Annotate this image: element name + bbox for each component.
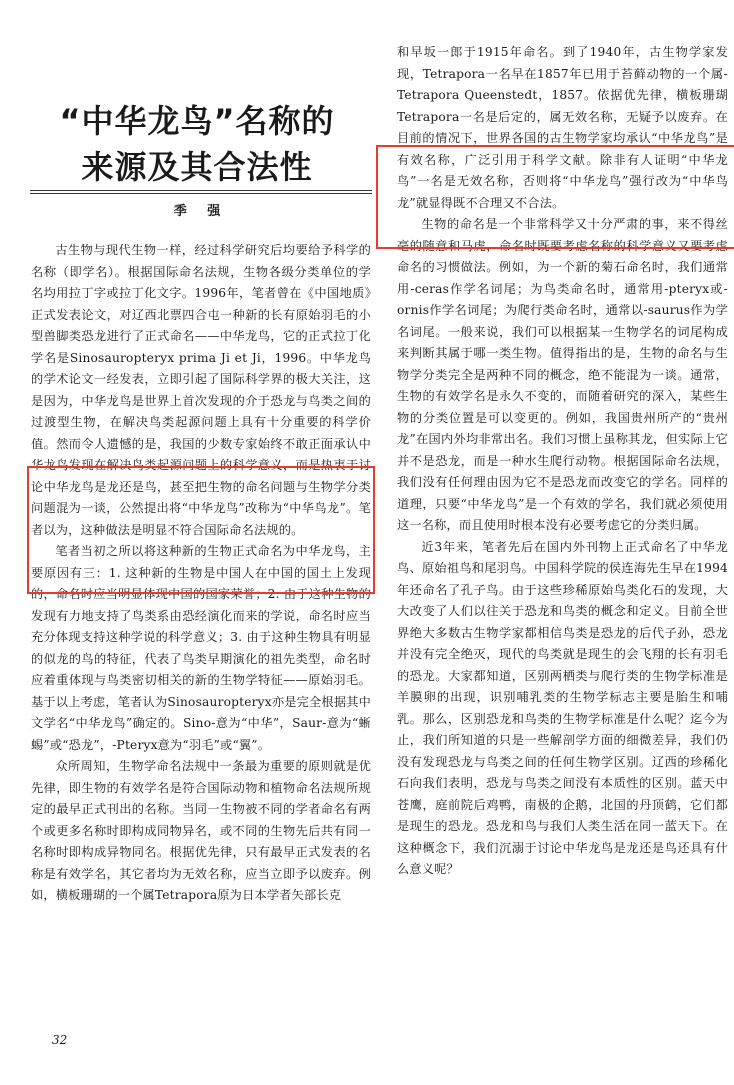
right-paragraph-3: 近3年来，笔者先后在国内外刊物上正式命名了中华龙鸟、原始祖鸟和尾羽鸟。中国科学院的侯连海先生早在1994年还命名了孔子鸟。由于这些珍稀原始鸟类化石的发现，大大改变了人们以往关于恐龙和鸟类的概念和定义。目前全世界绝大多数古生物学家都相信鸟类是恐龙的后代子孙，恐龙并没有完全绝灭，现代的鸟类就是现生的会飞翔的长有羽毛的恐龙。大家都知道，区别两栖类与爬行类的生物学标准是羊膜卵的出现，识别哺乳类的生物学标志主要是胎生和哺乳。那么，区别恐龙和鸟类的生物学标准是什么呢？迄今为止，我们所知道的只是一些解剖学方面的细微差异，我们仍没有发现恐龙与鸟类之间的任何生物学区别。辽西的珍稀化石向我们表明，恐龙与鸟类之间没有本质性的区别。蓝天中苍鹰，庭前院后鸡鸭，南极的企鹅，北国的丹顶鹤，它们都是现生的恐龙。恐龙和鸟与我们人类生活在同一蓝天下。在这种概念下，我们沉溺于讨论中华龙鸟是龙还是鸟还具有什么意义呢？ — [397, 539, 728, 876]
highlight-box-left — [27, 466, 375, 594]
right-paragraph-1: 和早坂一郎于1915年命名。到了1940年，古生物学家发现，Tetrapora一名早在1857年已用于苔藓动物的一个属-Tetrapora Queenstedt，1857。依据优先律，横板珊瑚Tetrapora一名是后定的，属无效名称，无疑予以废弃。在目前的情况下，世界各国的古生物学家均承认“中华龙鸟”是有效名称，广泛引用于科学文献。除非有人证明“中华龙鸟”一名是无效名称，否则将“中华龙鸟”强行改为“中华鸟龙”就显得既不合理又不合法。 — [397, 45, 728, 210]
title-rule-bottom — [30, 193, 372, 194]
title-line-2: 来源及其合法性 — [81, 148, 313, 186]
author-name: 季 强 — [173, 204, 229, 219]
title-line-1: “中华龙鸟”名称的 — [59, 102, 335, 140]
page-number: 32 — [52, 1033, 68, 1047]
right-paragraph-2: 生物的命名是一个非常科学又十分严肃的事，来不得丝毫的随意和马虎，命名时既要考虑名称的科学意义又要考虑命名的习惯做法。例如，为一个新的菊石命名时，我们通常用-ceras作学名词尾；为鸟类命名时，通常用-pteryx或-ornis作学名词尾；为爬行类命名时，通常以-saurus作为学名词尾。一般来说，我们可以根据某一生物学名的词尾构成来判断其属于哪一类生物。值得指出的是，生物的命名与生物学分类完全是两种不同的概念，绝不能混为一谈。通常，生物的有效学名是永久不变的，而随着研究的深入，某些生物的分类位置是可以变更的。例如，我国贵州所产的“贵州龙”在国内外均非常出名。我们习惯上虽称其龙，但实际上它并不是恐龙，而是一种水生爬行动物。根据国际命名法规，我们没有任何理由因为它不是恐龙而改变它的学名。同样的道理，只要“中华龙鸟”是一个有效的学名，我们就必须使用这一名称，而且使用时根本没有必要考虑它的分类归属。 — [397, 217, 728, 532]
left-paragraph-1: 古生物与现代生物一样，经过科学研究后均要给予科学的名称（即学名）。根据国际命名法规，生物各级分类单位的学名均用拉丁字或拉丁化文字。1996年，笔者曾在《中国地质》正式发表论文，对辽西北票四合屯一种新的长有原始羽毛的小型兽脚类恐龙进行了正式命名——中华龙鸟，它的正式拉丁化学名是Sinosauropteryx prima Ji et Ji，1996。中华龙鸟的学术论文一经发表，立即引起了国际科学界的极大关注，这是因为，中华龙鸟是世界上首次发现的介于恐龙与鸟类之间的过渡型生物，在解决鸟类起源问题上具有十分重要的科学价值。然而令人遗憾的是，我国的少数专家始终不敢正面承认中华龙鸟发现在解决鸟类起源问题上的科学意义，而是热衷于讨论中华龙鸟是龙还是鸟，甚至把生物的命名问题与生物学分类问题混为一谈，公然提出将“中华龙鸟”改称为“中华鸟龙”。笔者以为，这种做法是明显不符合国际命名法规的。 — [31, 243, 371, 537]
article-title — [38, 98, 356, 190]
left-paragraph-3: 众所周知，生物学命名法规中一条最为重要的原则就是优先律，即生物的有效学名是符合国际动物和植物命名法规所规定的最早正式刊出的名称。当同一生物被不同的学者命名有两个或更多名称时即构成同物异名，或不同的生物先后共有同一名称时即构成异物同名。根据优先律，只有最早正式发表的名称是有效学名，其它者均为无效名称，应当立即予以废弃。例如，横板珊瑚的一个属Tetrapora原为日本学者矢部长克 — [31, 759, 371, 902]
left-paragraph-2: 笔者当初之所以将这种新的生物正式命名为中华龙鸟，主要原因有三：1. 这种新的生物是中国人在中国的国土上发现的，命名时应当明显体现中国的国家荣誉；2. 由于这种生物的发现有力地支持了鸟类系由恐经演化而来的学说，命名时应当充分体现支持这种学说的科学意义；3. 由于这种生物具有明显的似龙的鸟的特征，代表了鸟类早期演化的祖先类型，命名时应着重体现与鸟类密切相关的新的生物学特征——原始羽毛。基于以上考虑，笔者认为Sinosauropteryx亦是完全根据其中文学名“中华龙鸟”确定的。Sino-意为“中华”，Saur-意为“蜥蜴”或“恐龙”，-Pteryx意为“羽毛”或“翼”。 — [31, 544, 371, 752]
highlight-box-right — [376, 145, 734, 249]
title-rule-top — [30, 190, 372, 191]
